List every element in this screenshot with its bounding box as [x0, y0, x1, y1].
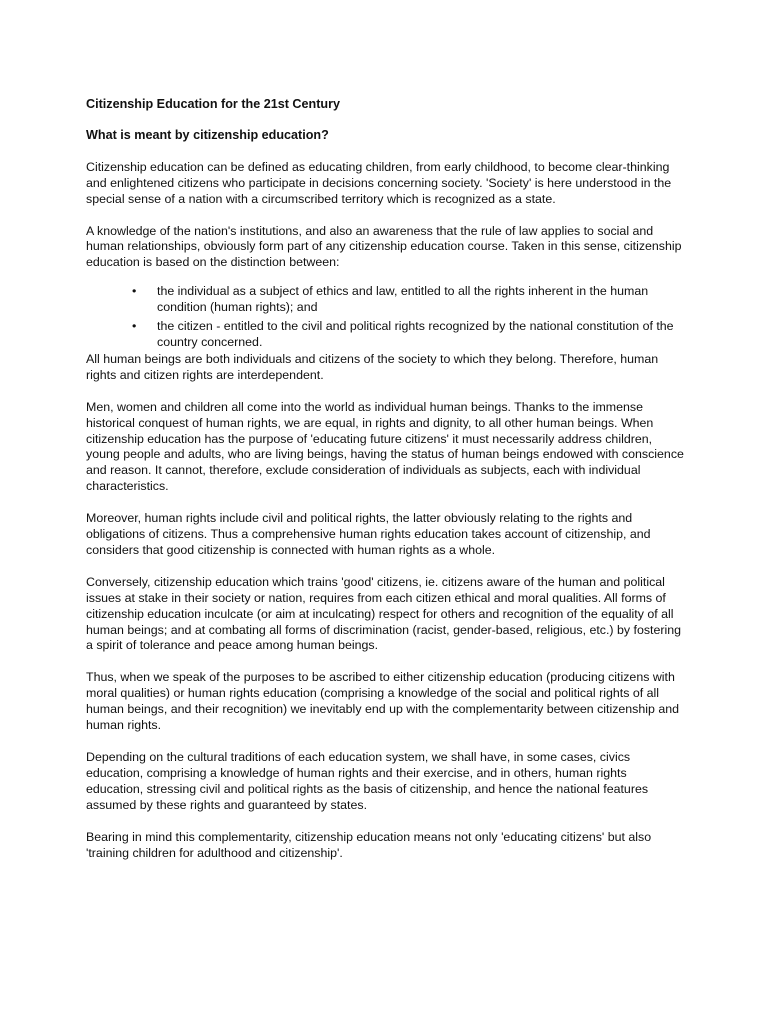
bullet-icon: •	[132, 284, 137, 299]
paragraph: Men, women and children all come into the world as individual human beings. Thanks to the immense historical conquest of human rights, we are equal, in rights and dignity, to all other human beings. When citizenship education has the purpose of 'educating future citizens' it must necessarily address children, young people and adults, who are living beings, having the status of human beings endowed with conscience and reason. It cannot, therefore, exclude consideration of individuals as subjects, each with individual characteristics.	[86, 399, 684, 494]
paragraph: All human beings are both individuals and citizens of the society to which they belong. Therefore, human rights and citizen rights are interdependent.	[86, 351, 659, 382]
paragraph: Depending on the cultural traditions of each education system, we shall have, in some cases, civics education, comprising a knowledge of human rights and their exercise, and in others, human rights education, stressing civil and political rights as the basis of citizenship, and hence the national features assumed by these rights and guaranteed by states.	[86, 750, 649, 812]
paragraph: Citizenship education can be defined as educating children, from early childhood, to become clear-thinking and enlightened citizens who participate in decisions concerning society. 'Society' is here understood in the special sense of a nation with a circumscribed territory which is recognized as a state.	[86, 159, 672, 206]
list-item	[86, 319, 686, 351]
bullet-icon: •	[132, 319, 137, 334]
document-title: Citizenship Education for the 21st Century	[86, 97, 341, 111]
paragraph: Bearing in mind this complementarity, citizenship education means not only 'educating citizens' but also 'training children for adulthood and citizenship'.	[86, 829, 652, 860]
paragraph: Conversely, citizenship education which trains 'good' citizens, ie. citizens aware of the human and political issues at stake in their society or nation, requires from each citizen ethical and moral qualities. All forms of citizenship education inculcate (or aim at inculcating) respect for others and recognition of the equality of all human beings; and at combating all forms of discrimination (racist, gender-based, religious, etc.) by fostering a spirit of tolerance and peace among human beings.	[86, 574, 682, 653]
document-page	[86, 97, 686, 877]
paragraph: Moreover, human rights include civil and political rights, the latter obviously relating to the rights and obligations of citizens. Thus a comprehensive human rights education takes account of citizenship, and considers that good citizenship is connected with human rights as a whole.	[86, 511, 651, 557]
list-item-text: the individual as a subject of ethics and law, entitled to all the rights inherent in the human condition (human rights); and	[157, 284, 649, 315]
paragraph: Thus, when we speak of the purposes to be ascribed to either citizenship education (producing citizens with moral qualities) or human rights education (comprising a knowledge of the social and political rights of all human beings, and their recognition) we inevitably end up with the complementarity between citizenship and human rights.	[86, 670, 680, 733]
list-item	[86, 284, 686, 316]
bullet-list	[86, 284, 686, 351]
section-heading: What is meant by citizenship education?	[86, 127, 329, 142]
paragraph: A knowledge of the nation's institutions, and also an awareness that the rule of law applies to social and human relationships, obviously form part of any citizenship education course. Taken in this sense, citizenship education is based on the distinction between:	[86, 223, 682, 270]
list-item-text: the citizen - entitled to the civil and political rights recognized by the national constitution of the country concerned.	[157, 319, 674, 349]
